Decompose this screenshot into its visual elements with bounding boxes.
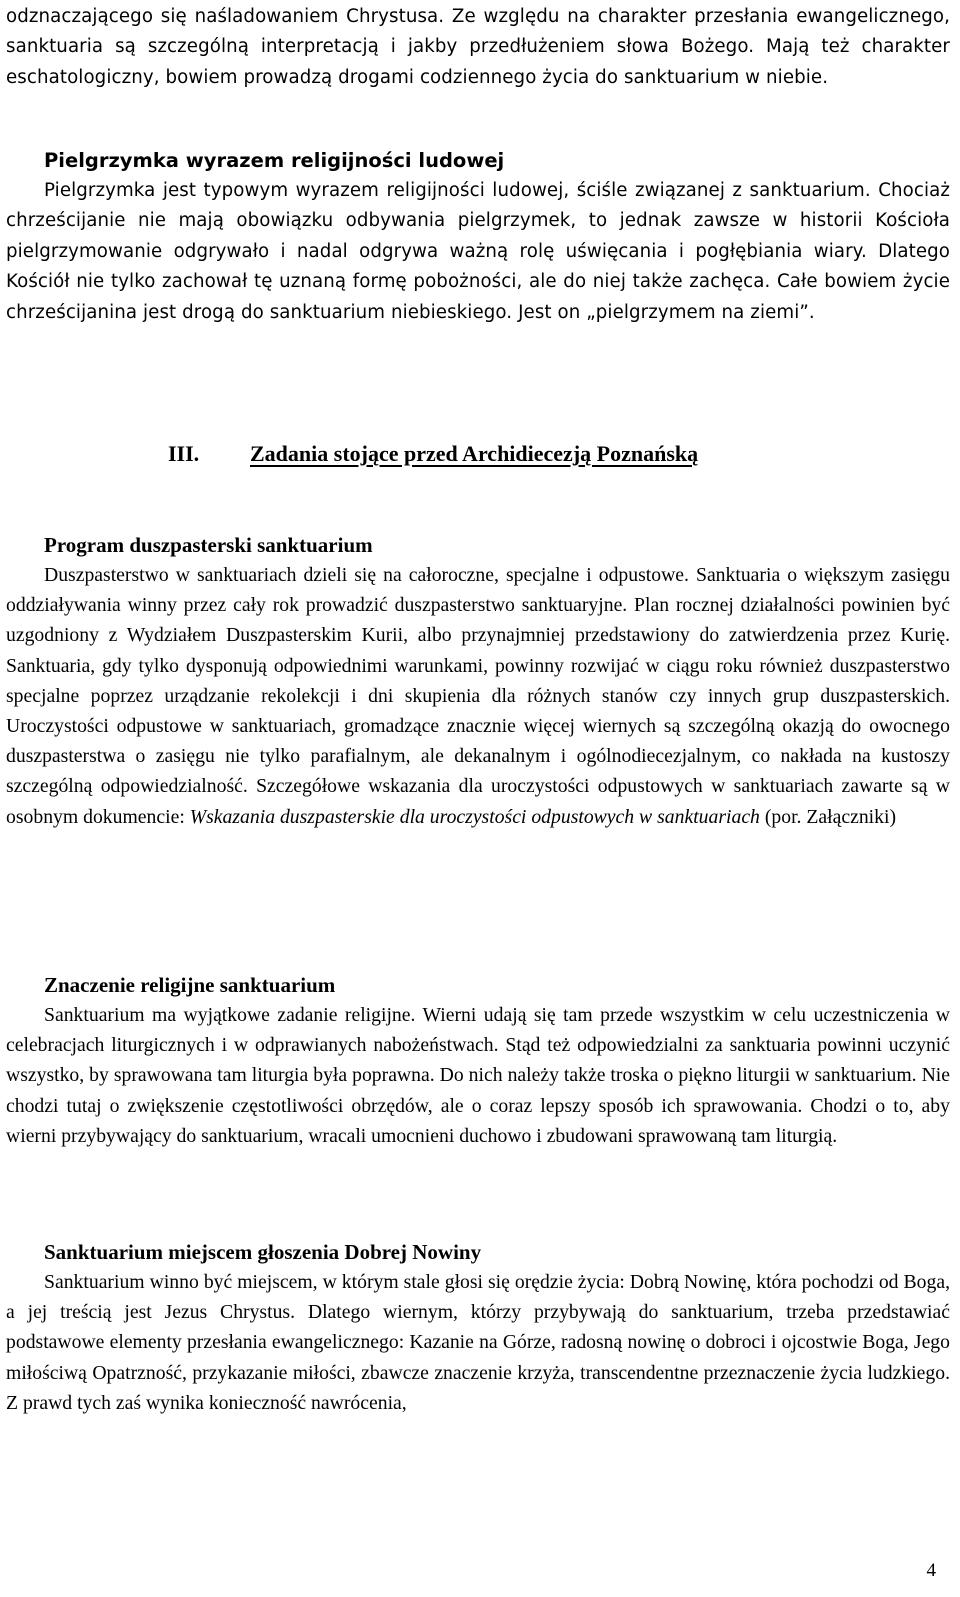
document-title: Wskazania duszpasterskie dla uroczystości odpustowych w sanktuariach (189, 805, 760, 828)
section-body (6, 560, 950, 832)
intro-block (6, 2, 950, 93)
chapter-number: III. (168, 441, 200, 466)
section-heading: Sanktuarium miejscem głoszenia Dobrej Nowiny (44, 1240, 482, 1264)
section-program (6, 530, 950, 832)
section-body: Sanktuarium ma wyjątkowe zadanie religijne. Wierni udają się tam przede wszystkim w celu uczestniczenia w celebracjach liturgicznych i w odprawianych nabożeństwach. Stąd też odpowiedzialni za sanktuaria powinni uczynić wszystko, by sprawowana tam liturgia była poprawna. Do nich należy także troska o piękno liturgii w sanktuarium. Nie chodzi tutaj o zwiększenie częstotliwości obrzędów, ale o coraz lepszy sposób ich sprawowania. Chodzi o to, aby wierni przybywający do sanktuarium, wracali umocnieni duchowo i zbudowani sprawowaną tam liturgią. (6, 1004, 950, 1147)
section-pielgrzymka (6, 146, 950, 328)
section-heading: Znaczenie religijne sanktuarium (44, 973, 336, 997)
chapter-heading (168, 438, 928, 470)
chapter-title: Zadania stojące przed Archidiecezją Poznańską (250, 441, 699, 466)
section-heading: Program duszpasterski sanktuarium (44, 533, 373, 557)
section-body: Pielgrzymka jest typowym wyrazem religijności ludowej, ściśle związanej z sanktuarium. Chociaż chrześcijanie nie mają obowiązku odbywania pielgrzymek, to jednak zawsze w historii Kościoła pielgrzymowanie odgrywało i nadal odgrywa ważną rolę uświęcania i pogłębiania wiary. Dlatego Kościół nie tylko zachował tę uznaną formę pobożności, ale do niej także zachęca. Całe bowiem życie chrześcijanina jest drogą do sanktuarium niebieskiego. Jest on „pielgrzymem na ziemi”. (6, 180, 950, 323)
page-number: 4 (926, 1560, 936, 1581)
intro-paragraph: odznaczającego się naśladowaniem Chrystusa. Ze względu na charakter przesłania ewangelicznego, sanktuaria są szczególną interpretacją i jakby przedłużeniem słowa Bożego. Mają też charakter eschatologiczny, bowiem prowadzą drogami codziennego życia do sanktuarium w niebie. (6, 6, 950, 88)
section-heading: Pielgrzymka wyrazem religijności ludowej (44, 149, 505, 172)
section-sanktuarium-miejscem (6, 1237, 950, 1418)
section-body: Sanktuarium winno być miejscem, w którym stale głosi się orędzie życia: Dobrą Nowinę, która pochodzi od Boga, a jej treścią jest Jezus Chrystus. Dlatego wiernym, którzy przybywają do sanktuarium, trzeba przedstawiać podstawowe elementy przesłania ewangelicznego: Kazanie na Górze, radosną nowinę o dobroci i ojcostwie Boga, Jego miłościwą Opatrzność, przykazanie miłości, zbawcze znaczenie krzyża, transcendentne przeznaczenie życia ludzkiego. Z prawd tych zaś wynika konieczność nawrócenia, (6, 1271, 950, 1414)
section-body-text: Duszpasterstwo w sanktuariach dzieli się na całoroczne, specjalne i odpustowe. Sanktuaria o większym zasięgu oddziaływania winny przez cały rok prowadzić duszpasterstwo sanktuaryjne. Plan rocznej działalności powinien być uzgodniony z Wydziałem Duszpasterskim Kurii, albo przynajmniej przedstawiony do zatwierdzenia przez Kurię. Sanktuaria, gdy tylko dysponują odpowiednimi warunkami, powinny rozwijać w ciągu roku również duszpasterstwo specjalne poprzez urządzanie rekolekcji i dni skupienia dla różnych stanów czy innych grup duszpasterskich. Uroczystości odpustowe w sanktuariach, gromadzące znacznie więcej wiernych są szczególną okazją do owocnego duszpasterstwa o zasięgu nie tylko parafialnym, ale dekanalnym i ogólnodiecezjalnym, co nakłada na kustoszy szczególną odpowiedzialność. Szczegółowe wskazania dla uroczystości odpustowych w sanktuariach zawarte są w osobnym dokumencie: (6, 564, 950, 828)
section-znaczenie (6, 970, 950, 1151)
section-body-tail: (por. Załączniki) (764, 805, 897, 828)
